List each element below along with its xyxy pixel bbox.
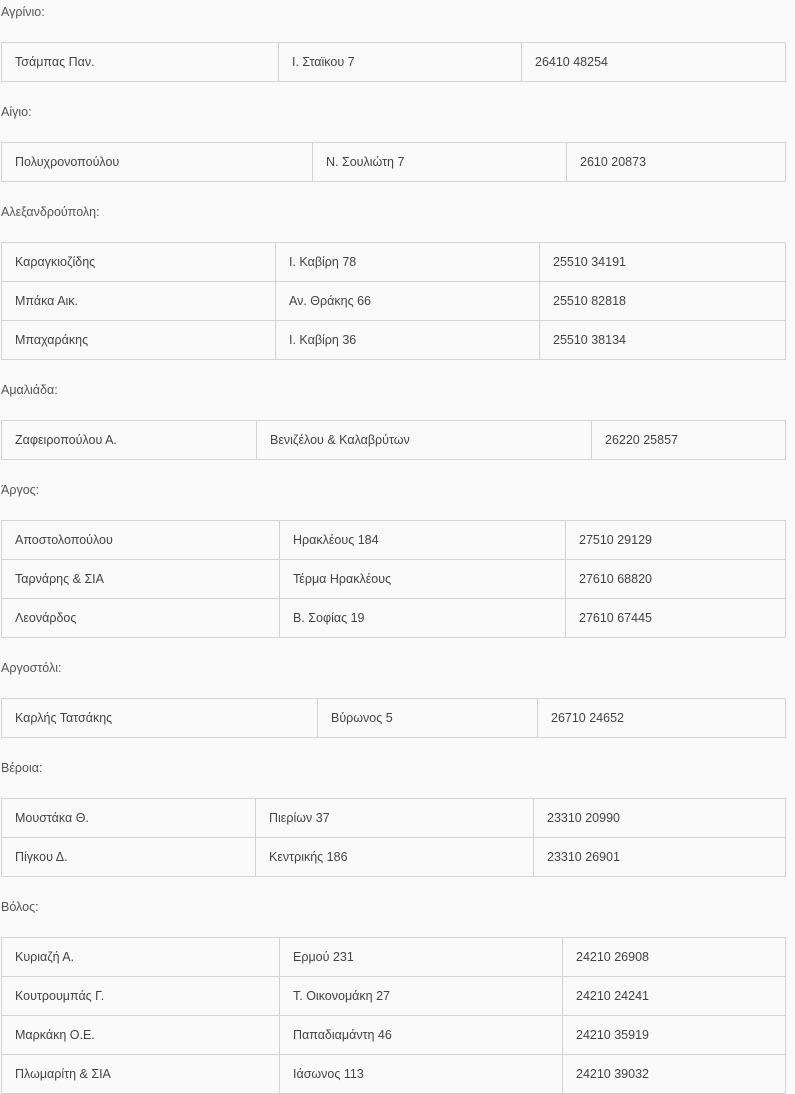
- city-heading: Αίγιο:: [1, 105, 32, 119]
- address-cell: Πιερίων 37: [256, 799, 534, 838]
- table-row: [2, 699, 786, 738]
- name-cell: Ταρνάρης & ΣΙΑ: [2, 560, 280, 599]
- city-heading: Αργοστόλι:: [1, 661, 62, 675]
- phone-cell: 26220 25857: [592, 421, 786, 460]
- name-cell: Μπάκα Αικ.: [2, 282, 276, 321]
- name-cell: Αποστολοπούλου: [2, 521, 280, 560]
- city-heading: Άργος:: [1, 483, 40, 497]
- table-row: [2, 43, 786, 82]
- table-row: [2, 938, 786, 977]
- name-cell: Ζαφειροπούλου Α.: [2, 421, 257, 460]
- table-row: [2, 143, 786, 182]
- phone-cell: 27610 68820: [566, 560, 786, 599]
- address-cell: Αν. Θράκης 66: [276, 282, 540, 321]
- address-cell: Ιάσωνος 113: [280, 1055, 563, 1094]
- address-cell: Τ. Οικονομάκη 27: [280, 977, 563, 1016]
- phone-cell: 24210 35919: [563, 1016, 786, 1055]
- city-heading: Αλεξανδρούπολη:: [1, 205, 100, 219]
- address-cell: Τέρμα Ηρακλέους: [280, 560, 566, 599]
- phone-cell: 2610 20873: [567, 143, 786, 182]
- phone-cell: 27610 67445: [566, 599, 786, 638]
- phone-cell: 25510 82818: [540, 282, 786, 321]
- address-cell: Κεντρικής 186: [256, 838, 534, 877]
- name-cell: Πλωμαρίτη & ΣΙΑ: [2, 1055, 280, 1094]
- name-cell: Μαρκάκη Ο.Ε.: [2, 1016, 280, 1055]
- phone-cell: 24210 39032: [563, 1055, 786, 1094]
- table-row: [2, 282, 786, 321]
- address-cell: Ηρακλέους 184: [280, 521, 566, 560]
- name-cell: Κυριαζή Α.: [2, 938, 280, 977]
- name-cell: Κουτρουμπάς Γ.: [2, 977, 280, 1016]
- address-cell: Ερμού 231: [280, 938, 563, 977]
- phone-cell: 23310 20990: [534, 799, 786, 838]
- name-cell: Λεονάρδος: [2, 599, 280, 638]
- pharmacy-table: [1, 420, 786, 460]
- table-row: [2, 560, 786, 599]
- address-cell: Β. Σοφίας 19: [280, 599, 566, 638]
- phone-cell: 24210 26908: [563, 938, 786, 977]
- pharmacy-table: [1, 937, 786, 1094]
- name-cell: Πολυχρονοπούλου: [2, 143, 313, 182]
- table-row: [2, 799, 786, 838]
- name-cell: Καραγκιοζίδης: [2, 243, 276, 282]
- table-row: [2, 321, 786, 360]
- phone-cell: 23310 26901: [534, 838, 786, 877]
- pharmacy-table: [1, 142, 786, 182]
- name-cell: Μουστάκα Θ.: [2, 799, 256, 838]
- table-row: [2, 1016, 786, 1055]
- city-heading: Αμαλιάδα:: [1, 383, 58, 397]
- table-row: [2, 977, 786, 1016]
- name-cell: Τσάμπας Παν.: [2, 43, 279, 82]
- address-cell: Παπαδιαμάντη 46: [280, 1016, 563, 1055]
- name-cell: Μπαχαράκης: [2, 321, 276, 360]
- pharmacy-table: [1, 798, 786, 877]
- address-cell: Βενιζέλου & Καλαβρύτων: [257, 421, 592, 460]
- pharmacy-table: [1, 42, 786, 82]
- city-heading: Αγρίνιο:: [1, 5, 45, 19]
- table-row: [2, 521, 786, 560]
- name-cell: Πίγκου Δ.: [2, 838, 256, 877]
- table-row: [2, 838, 786, 877]
- address-cell: Ι. Καβίρη 78: [276, 243, 540, 282]
- table-row: [2, 1055, 786, 1094]
- pharmacy-table: [1, 242, 786, 360]
- table-row: [2, 243, 786, 282]
- phone-cell: 25510 38134: [540, 321, 786, 360]
- phone-cell: 25510 34191: [540, 243, 786, 282]
- phone-cell: 26710 24652: [538, 699, 786, 738]
- address-cell: Ι. Καβίρη 36: [276, 321, 540, 360]
- table-row: [2, 599, 786, 638]
- phone-cell: 24210 24241: [563, 977, 786, 1016]
- table-row: [2, 421, 786, 460]
- pharmacy-table: [1, 520, 786, 638]
- city-heading: Βέροια:: [1, 761, 43, 775]
- pharmacy-table: [1, 698, 786, 738]
- address-cell: Ι. Σταϊκου 7: [279, 43, 522, 82]
- name-cell: Καρλής Τατσάκης: [2, 699, 318, 738]
- address-cell: Ν. Σουλιώτη 7: [313, 143, 567, 182]
- address-cell: Βύρωνος 5: [318, 699, 538, 738]
- city-heading: Βόλος:: [1, 900, 39, 914]
- phone-cell: 26410 48254: [522, 43, 786, 82]
- phone-cell: 27510 29129: [566, 521, 786, 560]
